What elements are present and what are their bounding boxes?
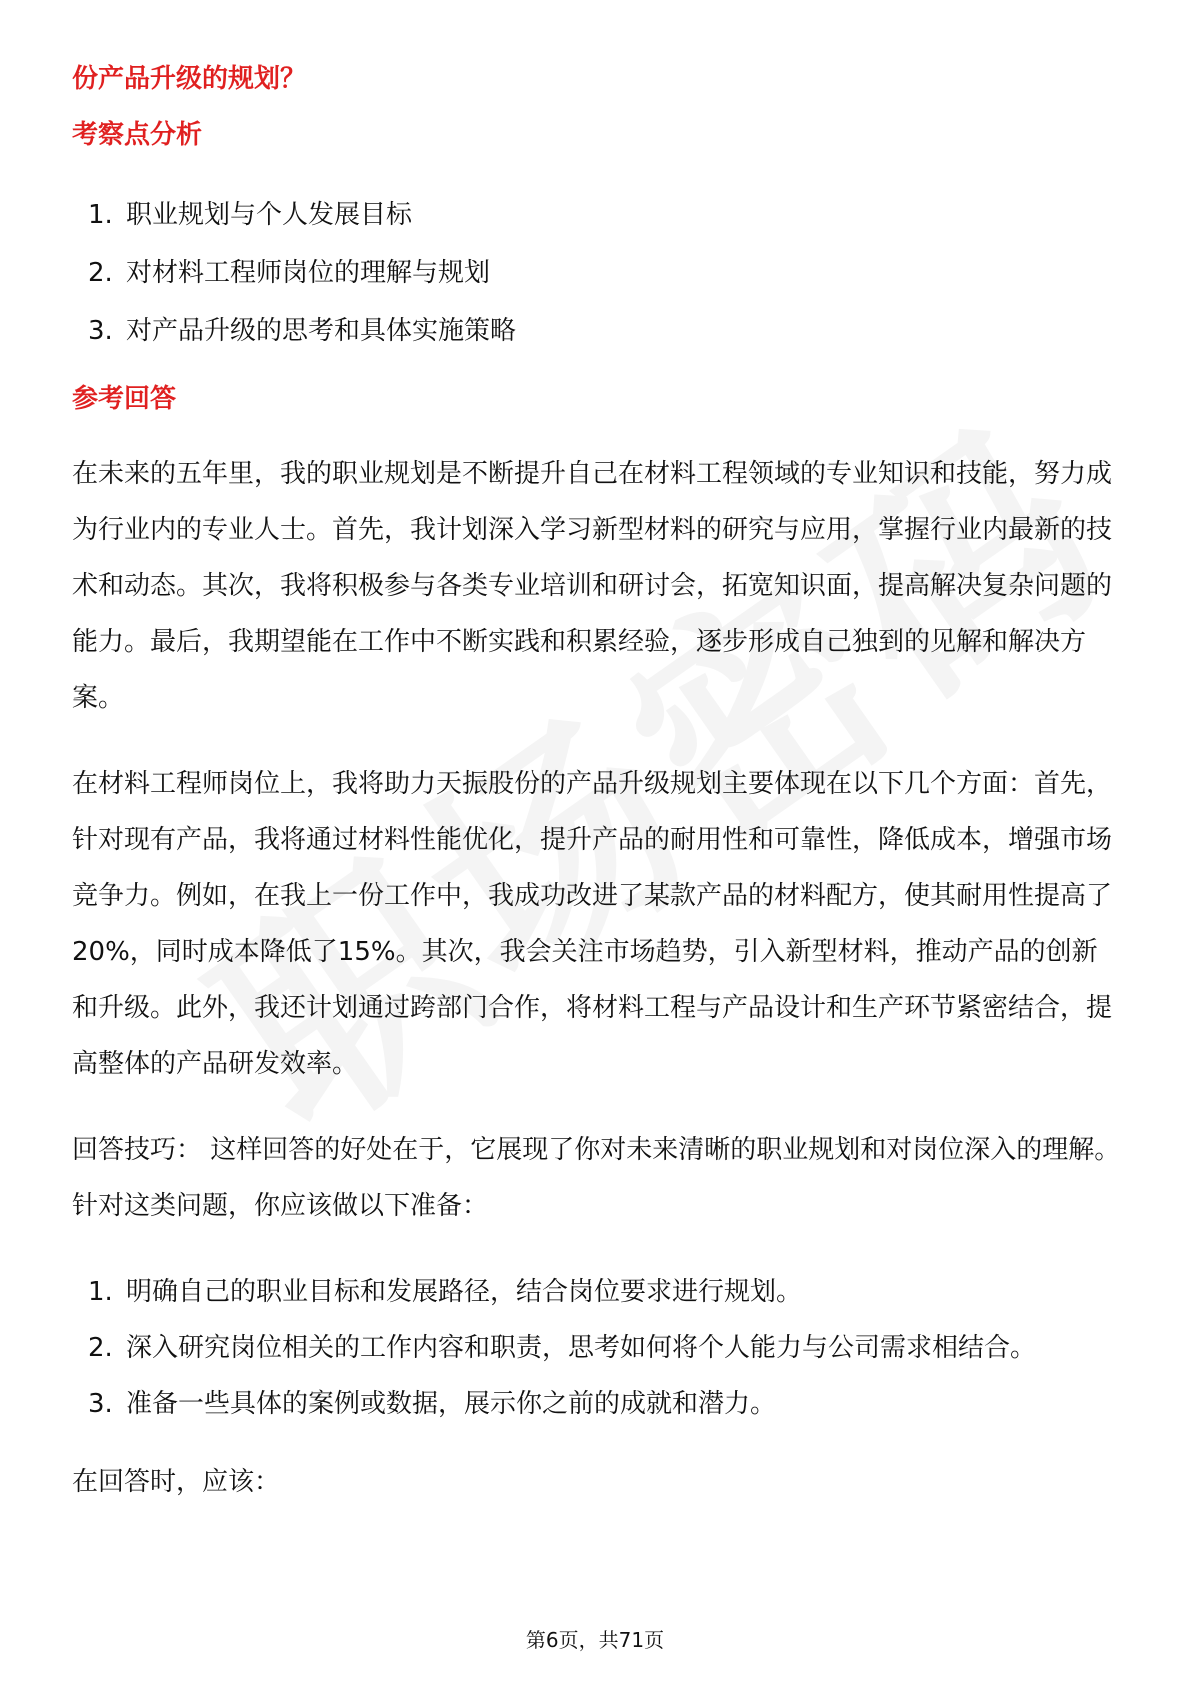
list-text: 对产品升级的思考和具体实施策略 xyxy=(126,316,517,346)
analysis-heading: 考察点分析 xyxy=(72,120,203,150)
list-text: 准备一些具体的案例或数据，展示你之前的成就和潜力。 xyxy=(126,1389,777,1419)
list-number: 2. xyxy=(88,1333,113,1363)
list-item xyxy=(72,1376,1122,1432)
list-number: 3. xyxy=(88,1389,113,1419)
list-text: 对材料工程师岗位的理解与规划 xyxy=(126,258,491,288)
page-number-footer: 第6页，共71页 xyxy=(525,1628,665,1652)
answer-paragraph-2: 在材料工程师岗位上，我将助力天振股份的产品升级规划主要体现在以下几个方面：首先，针对现有产品，我将通过材料性能优化，提升产品的耐用性和可靠性，降低成本，增强市场竞争力。例如，在我上一份工作中，我成功改进了某款产品的材料配方，使其耐用性提高了20%，同时成本降低了15%。其次，我会关注市场趋势，引入新型材料，推动产品的创新和升级。此外，我还计划通过跨部门合作，将材料工程与产品设计和生产环节紧密结合，提高整体的产品研发效率。 xyxy=(72,769,1113,1079)
list-item xyxy=(72,1264,1122,1320)
answer-paragraph-1: 在未来的五年里，我的职业规划是不断提升自己在材料工程领域的专业知识和技能，努力成为行业内的专业人士。首先，我计划深入学习新型材料的研究与应用，掌握行业内最新的技术和动态。其次，我将积极参与各类专业培训和研讨会，拓宽知识面，提高解决复杂问题的能力。最后，我期望能在工作中不断实践和积累经验，逐步形成自己独到的见解和解决方案。 xyxy=(72,459,1113,713)
question-title: 份产品升级的规划？ xyxy=(72,64,307,94)
list-text: 明确自己的职业目标和发展路径，结合岗位要求进行规划。 xyxy=(126,1277,803,1307)
answer-heading: 参考回答 xyxy=(72,384,177,414)
list-item xyxy=(72,186,1122,244)
closing-line: 在回答时，应该： xyxy=(72,1467,281,1497)
list-item xyxy=(72,1320,1122,1376)
list-text: 深入研究岗位相关的工作内容和职责，思考如何将个人能力与公司需求相结合。 xyxy=(126,1333,1037,1363)
list-item xyxy=(72,302,1122,360)
tips-list xyxy=(72,1264,1122,1432)
list-text: 职业规划与个人发展目标 xyxy=(126,200,413,230)
list-number: 1. xyxy=(88,1277,113,1307)
list-number: 1. xyxy=(88,200,113,230)
analysis-list xyxy=(72,186,1122,360)
list-item xyxy=(72,244,1122,302)
tips-paragraph: 回答技巧： 这样回答的好处在于，它展现了你对未来清晰的职业规划和对岗位深入的理解。针对这类问题，你应该做以下准备： xyxy=(72,1135,1121,1221)
list-number: 2. xyxy=(88,258,113,288)
list-number: 3. xyxy=(88,316,113,346)
document-body xyxy=(72,58,1122,1510)
